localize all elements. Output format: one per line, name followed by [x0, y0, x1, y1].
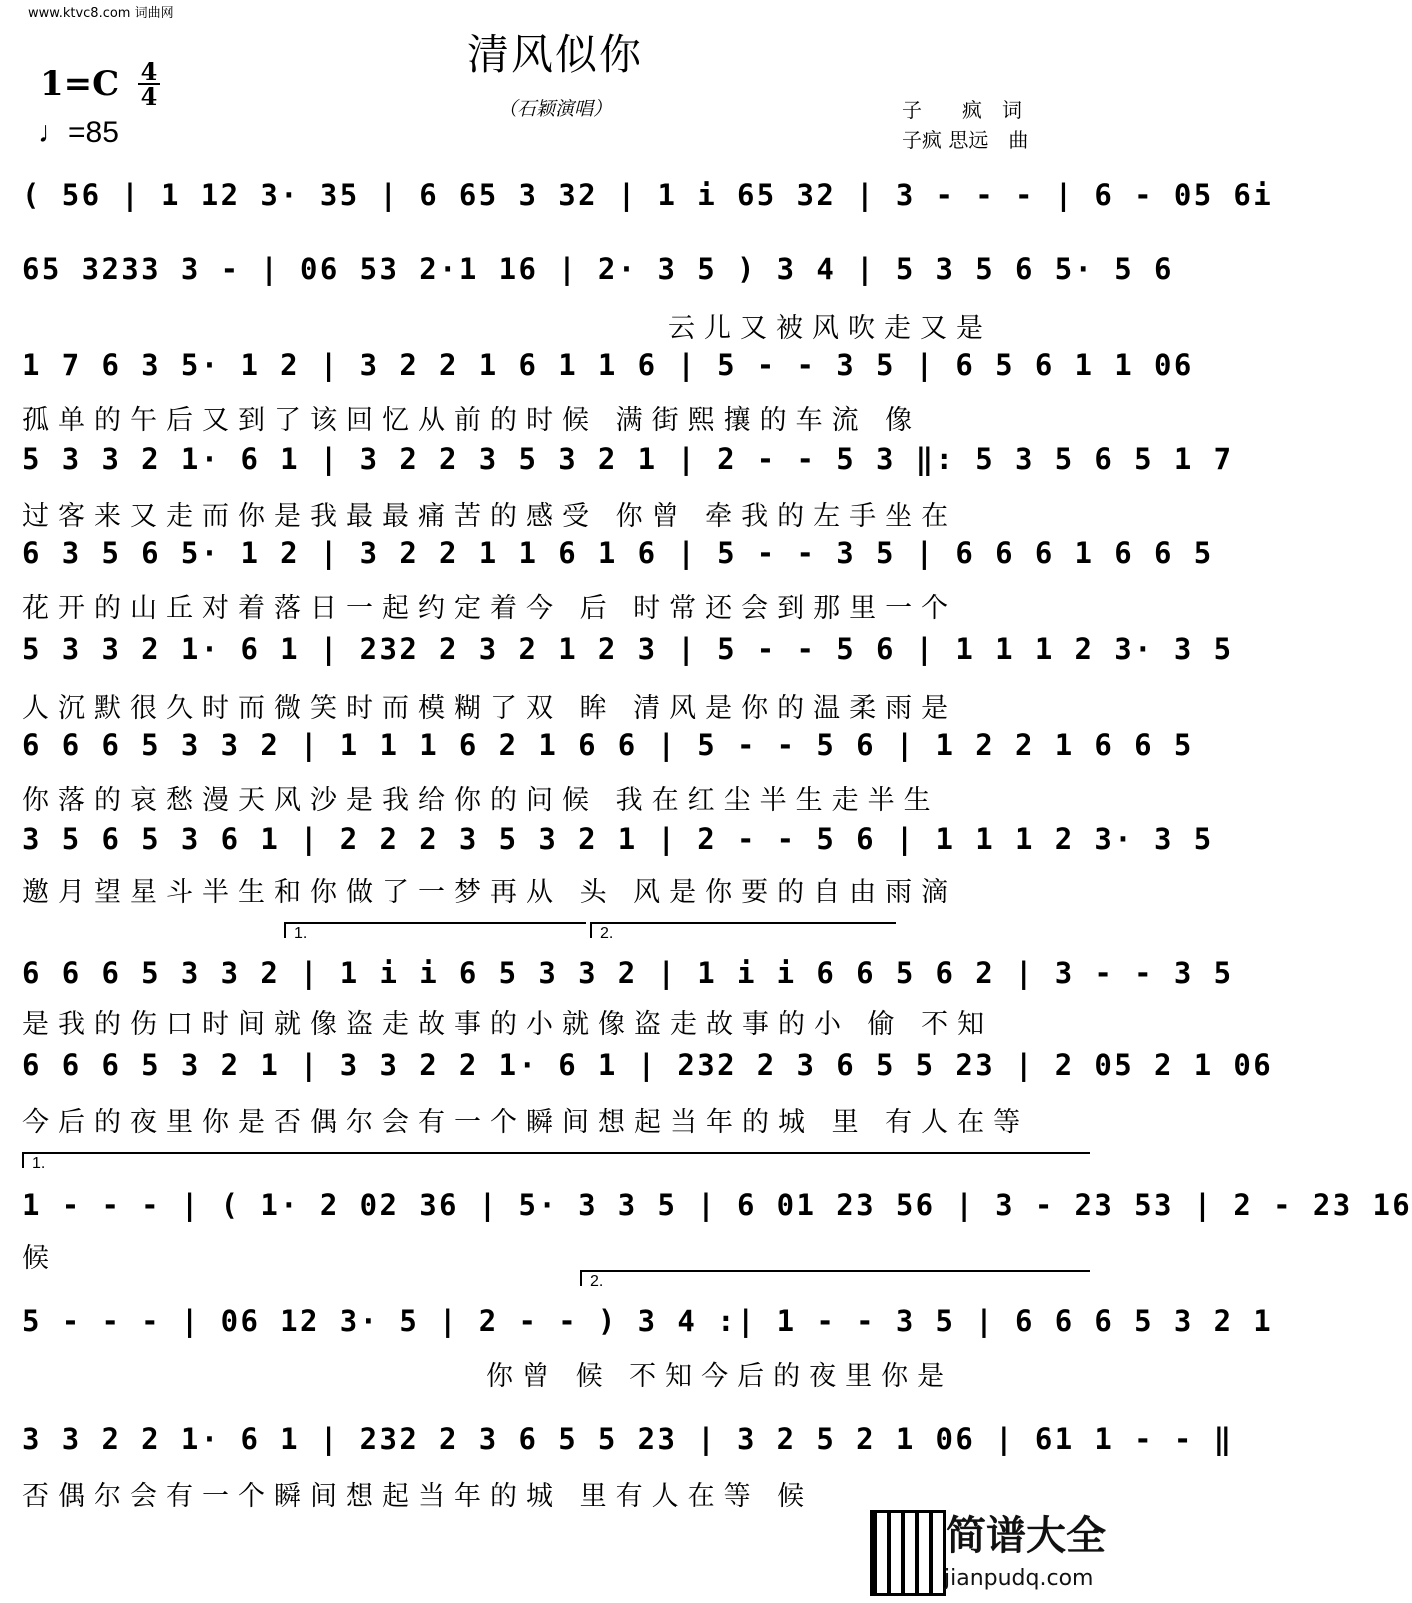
- piano-logo-icon: [870, 1510, 946, 1596]
- lyric-row: 你曾 候 不知今后的夜里你是: [486, 1361, 954, 1392]
- notation-row: 3 3 2 2 1· 6 1 | 232 2 3 6 5 5 23 | 3 2 5 2 1 06 | 61 1 - - ‖: [22, 1422, 1234, 1456]
- lyric-row: 过客来又走而你是我最最痛苦的感受 你曾 牵我的左手坐在: [22, 501, 958, 532]
- lyric-row: 云儿又被风吹走又是: [668, 313, 992, 344]
- lyricist-credit: 子 疯 词: [902, 98, 1022, 122]
- notation-row: 1 - - - | ( 1· 2 02 36 | 5· 3 3 5 | 6 01 23 56 | 3 - 23 53 | 2 - 23 16: [22, 1188, 1412, 1222]
- volta-bracket: 1.: [284, 922, 586, 938]
- lyric-row: 今后的夜里你是否偶尔会有一个瞬间想起当年的城 里 有人在等: [22, 1107, 1030, 1138]
- notation-row: 5 3 3 2 1· 6 1 | 232 2 3 2 1 2 3 | 5 - - 5 6 | 1 1 1 2 3· 3 5: [22, 632, 1234, 666]
- notation-row: 6 6 6 5 3 2 1 | 3 3 2 2 1· 6 1 | 232 2 3 6 5 5 23 | 2 05 2 1 06: [22, 1048, 1274, 1082]
- time-signature: [136, 57, 162, 111]
- notation-row: 6 6 6 5 3 3 2 | 1 i i 6 5 3 3 2 | 1 i i 6 6 5 6 2 | 3 - - 3 5: [22, 956, 1234, 990]
- lyric-row: 候: [22, 1243, 58, 1274]
- volta-bracket: 2.: [590, 922, 896, 938]
- lyric-row: 邀月望星斗半生和你做了一梦再从 头 风是你要的自由雨滴: [22, 877, 958, 908]
- lyric-row: 你落的哀愁漫天风沙是我给你的问候 我在红尘半生走半生: [22, 785, 940, 816]
- lyric-row: 是我的伤口时间就像盗走故事的小就像盗走故事的小 偷 不知: [22, 1009, 994, 1040]
- notation-row: 65 3233 3 - | 06 53 2·1 16 | 2· 3 5 ) 3 4 | 5 3 5 6 5· 5 6: [22, 252, 1174, 286]
- brand-url: jianpudq.com: [944, 1566, 1094, 1591]
- lyric-row: 花开的山丘对着落日一起约定着今 后 时常还会到那里一个: [22, 593, 958, 624]
- lyric-row: 孤单的午后又到了该回忆从前的时候 满街熙攘的车流 像: [22, 405, 922, 436]
- key-signature: 1=C: [40, 64, 120, 104]
- brand-logo-text: 简谱大全: [946, 1513, 1106, 1559]
- notation-row: ( 56 | 1 12 3· 35 | 6 65 3 32 | 1 i 65 32 | 3 - - - | 6 - 05 6i: [22, 178, 1274, 212]
- notation-row: 6 3 5 6 5· 1 2 | 3 2 2 1 1 6 1 6 | 5 - - 3 5 | 6 6 6 1 6 6 5: [22, 536, 1214, 570]
- lyric-row: 否偶尔会有一个瞬间想起当年的城 里有人在等 候: [22, 1481, 814, 1512]
- time-signature-top: 4: [140, 57, 158, 86]
- notation-row: 5 - - - | 06 12 3· 5 | 2 - - ) 3 4 :| 1 - - 3 5 | 6 6 6 5 3 2 1: [22, 1304, 1274, 1338]
- notation-row: 6 6 6 5 3 3 2 | 1 1 1 6 2 1 6 6 | 5 - - 5 6 | 1 2 2 1 6 6 5: [22, 728, 1194, 762]
- volta-bracket: 2.: [580, 1270, 1090, 1286]
- notation-row: 5 3 3 2 1· 6 1 | 3 2 2 3 5 3 2 1 | 2 - - 5 3 ‖: 5 3 5 6 5 1 7: [22, 442, 1234, 476]
- time-signature-bottom: 4: [140, 82, 158, 111]
- tempo-mark: ♩=85: [38, 116, 119, 149]
- volta-bracket: 1.: [22, 1152, 1090, 1168]
- notation-row: 3 5 6 5 3 6 1 | 2 2 2 3 5 3 2 1 | 2 - - 5 6 | 1 1 1 2 3· 3 5: [22, 822, 1214, 856]
- notation-row: 1 7 6 3 5· 1 2 | 3 2 2 1 6 1 1 6 | 5 - - 3 5 | 6 5 6 1 1 06: [22, 348, 1194, 382]
- composer-credit: 子疯 思远 曲: [902, 128, 1029, 152]
- singer-credit: （石颖演唱）: [497, 98, 612, 120]
- site-watermark: www.ktvc8.com 词曲网: [28, 6, 174, 21]
- song-title: 清风似你: [466, 30, 643, 79]
- lyric-row: 人沉默很久时而微笑时而模糊了双 眸 清风是你的温柔雨是: [22, 693, 958, 724]
